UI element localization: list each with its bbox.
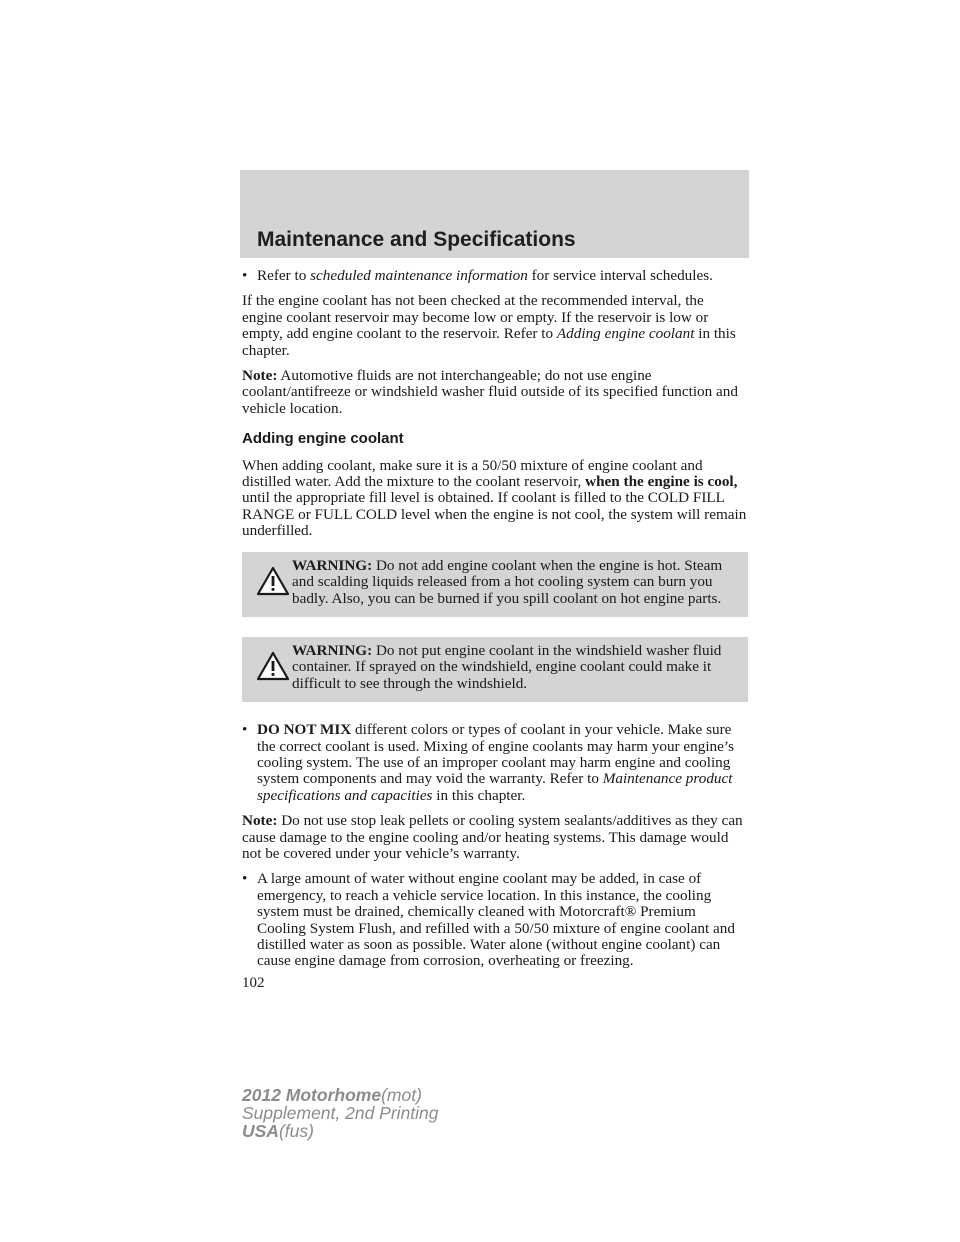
page-content <box>242 268 748 979</box>
page-number: 102 <box>242 975 265 991</box>
footer-line: Supplement, 2nd Printing <box>242 1103 439 1123</box>
paragraph: If the engine coolant has not been checked at the recommended interval, the engine coolant reservoir may become low or empty. If the reservoir is low or empty, add engine coolant to the reservoir. Refer to Adding engine coolant in this chapter. <box>242 292 736 359</box>
warning-text: WARNING: Do not add engine coolant when the engine is hot. Steam and scalding liquids released from a hot cooling system can burn you badly. Also, you can be burned if you spill coolant on hot engine parts. <box>292 556 723 607</box>
bullet-dot: • <box>242 721 248 739</box>
page-title: Maintenance and Specifications <box>257 228 576 251</box>
warning-label: WARNING: <box>292 641 373 659</box>
bullet-dot: • <box>242 267 248 284</box>
cross-reference: Maintenance product specifications and capacities <box>257 770 733 804</box>
note: Note: Automotive fluids are not interchangeable; do not use engine coolant/antifreeze or windshield washer fluid outside of its specified function and vehicle location. <box>242 367 738 417</box>
note-label: Note: <box>242 367 278 385</box>
list-item: • Refer to scheduled maintenance information for service interval schedules. <box>242 267 713 284</box>
note: Note: Do not use stop leak pellets or cooling system sealants/additives as they can cause damage to the engine cooling and/or heating systems. This damage would not be covered under your vehicle’s warranty. <box>242 812 743 862</box>
paragraph: When adding coolant, make sure it is a 50/50 mixture of engine coolant and distilled water. Add the mixture to the coolant reservoir, when the engine is cool, until the appropriate fill level is obtained. If coolant is filled to the COLD FILL RANGE or FULL COLD level when the engine is not cool, the system will remain underfilled. <box>242 456 747 540</box>
warning-text: WARNING: Do not put engine coolant in the windshield washer fluid container. If sprayed on the windshield, engine coolant could make it difficult to see through the windshield. <box>292 641 722 692</box>
bullet-dot: • <box>242 870 248 888</box>
section-heading: Adding engine coolant <box>242 430 404 448</box>
warning-label: WARNING: <box>292 556 373 574</box>
footer-line: USA(fus) <box>242 1121 314 1141</box>
note-label: Note: <box>242 812 278 830</box>
list-item: • DO NOT MIX different colors or types of coolant in your vehicle. Make sure the correct coolant is used. Mixing of engine coolants may harm your engine’s cooling system. The use of an improper coolant may harm engine and cooling system components and may void the warranty. Refer to Maintenance product specifications and capacities in this chapter. <box>242 721 735 804</box>
warning-triangle-icon <box>256 651 290 681</box>
cross-reference: Adding engine coolant <box>556 325 695 343</box>
warning-box <box>242 552 748 617</box>
cross-reference: scheduled maintenance information <box>310 267 528 284</box>
footer <box>242 1086 439 1140</box>
warning-triangle-icon <box>256 566 290 596</box>
footer-line: 2012 Motorhome(mot) <box>242 1085 422 1105</box>
list-item: • A large amount of water without engine coolant may be added, in case of emergency, to reach a vehicle service location. In this instance, the cooling system must be drained, chemically cleaned with Motorcraft® Premium Cooling System Flush, and refilled with a 50/50 mixture of engine coolant and distilled water as soon as possible. Water alone (without engine coolant) can cause engine damage from corrosion, overheating or freezing. <box>242 870 735 970</box>
warning-box <box>242 637 748 702</box>
